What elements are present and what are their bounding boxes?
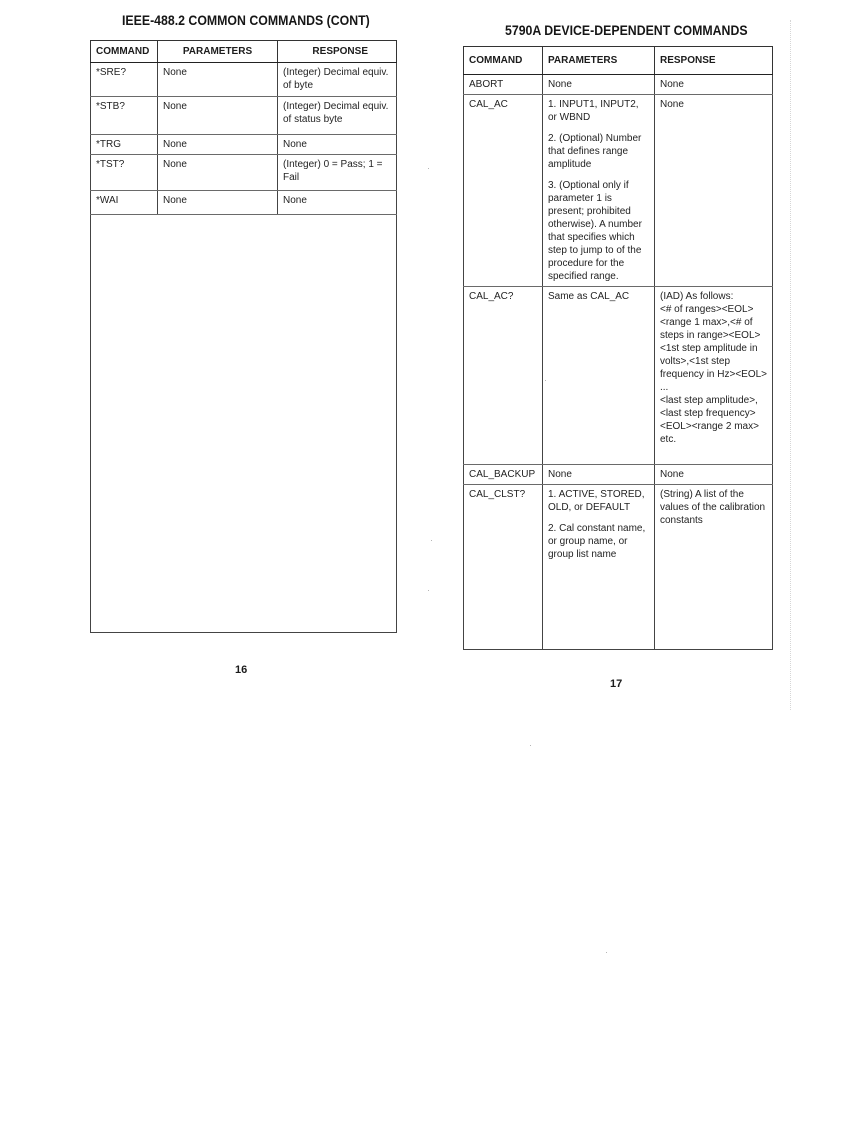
table-row xyxy=(91,135,397,155)
table-row xyxy=(464,485,773,650)
scan-speck xyxy=(428,168,429,169)
command-cell: *WAI xyxy=(91,191,158,215)
scan-speck xyxy=(431,540,432,541)
response-cell: (Integer) 0 = Pass; 1 = Fail xyxy=(278,155,397,191)
empty-table-area xyxy=(91,215,397,633)
command-cell: *STB? xyxy=(91,97,158,135)
table-row xyxy=(91,191,397,215)
column-header-response: RESPONSE xyxy=(278,41,397,63)
left-page-title: IEEE-488.2 COMMON COMMANDS (CONT) xyxy=(122,12,370,28)
response-cell: (Integer) Decimal equiv. of byte xyxy=(278,63,397,97)
response-line: <last step frequency> xyxy=(660,408,756,419)
response-text: None xyxy=(660,469,684,480)
table-header-row xyxy=(464,47,773,75)
scan-speck xyxy=(428,590,429,591)
parameter-text: None xyxy=(548,79,572,90)
left-page-number: 16 xyxy=(235,664,248,676)
parameters-cell: None xyxy=(158,97,278,135)
response-cell xyxy=(655,465,773,485)
response-line: ... xyxy=(660,382,669,393)
parameter-text: 1. ACTIVE, STORED, OLD, or DEFAULT xyxy=(548,489,645,513)
response-line: frequency in Hz><EOL> xyxy=(660,369,768,380)
parameter-text: 3. (Optional only if parameter 1 is present; prohibited otherwise). A number that specifies which step to jump to of the procedure for the specified range. xyxy=(548,180,642,282)
parameters-cell: None xyxy=(158,191,278,215)
command-cell: ABORT xyxy=(464,75,543,95)
table-row xyxy=(91,97,397,135)
parameters-cell: None xyxy=(158,155,278,191)
column-header-parameters: PARAMETERS xyxy=(158,41,278,63)
response-line: <# of ranges><EOL> xyxy=(660,304,754,315)
column-header-command: COMMAND xyxy=(91,41,158,63)
parameters-cell xyxy=(543,95,655,287)
response-cell: (Integer) Decimal equiv. of status byte xyxy=(278,97,397,135)
table-row xyxy=(91,63,397,97)
column-header-parameters: PARAMETERS xyxy=(543,47,655,75)
command-cell: *TST? xyxy=(91,155,158,191)
parameters-cell xyxy=(543,75,655,95)
response-cell xyxy=(655,75,773,95)
command-cell: CAL_CLST? xyxy=(464,485,543,650)
parameters-cell: None xyxy=(158,63,278,97)
response-cell: None xyxy=(278,135,397,155)
response-cell xyxy=(655,287,773,465)
command-cell: *SRE? xyxy=(91,63,158,97)
table-row xyxy=(464,75,773,95)
parameters-cell xyxy=(543,485,655,650)
response-text: None xyxy=(660,99,684,110)
parameter-text: 2. Cal constant name, or group name, or group list name xyxy=(548,523,646,560)
parameter-text: None xyxy=(548,469,572,480)
command-cell: *TRG xyxy=(91,135,158,155)
ieee-common-commands-table xyxy=(90,40,397,633)
scan-speck xyxy=(530,745,531,746)
response-line: <EOL><range 2 max> xyxy=(660,421,759,432)
command-cell: CAL_AC? xyxy=(464,287,543,465)
scan-speck xyxy=(545,380,546,381)
table-header-row xyxy=(91,41,397,63)
scan-edge-artifact xyxy=(790,20,792,710)
response-cell xyxy=(655,485,773,650)
table-row xyxy=(464,95,773,287)
response-line: volts>,<1st step xyxy=(660,356,731,367)
response-line: steps in range><EOL> xyxy=(660,330,761,341)
right-page-number: 17 xyxy=(610,678,623,690)
parameter-text: Same as CAL_AC xyxy=(548,291,630,302)
parameters-cell xyxy=(543,465,655,485)
response-text: (String) A list of the values of the calibration constants xyxy=(660,489,766,526)
table-row xyxy=(464,465,773,485)
scan-speck xyxy=(606,952,607,953)
parameters-cell xyxy=(543,287,655,465)
response-line: <range 1 max>,<# of xyxy=(660,317,753,328)
column-header-response: RESPONSE xyxy=(655,47,773,75)
command-cell: CAL_AC xyxy=(464,95,543,287)
parameter-text: 2. (Optional) Number that defines range amplitude xyxy=(548,133,642,170)
table-row xyxy=(464,287,773,465)
response-line: <1st step amplitude in xyxy=(660,343,758,354)
response-cell xyxy=(655,95,773,287)
device-dependent-commands-table xyxy=(463,46,773,650)
response-line: etc. xyxy=(660,434,677,445)
table-row xyxy=(91,155,397,191)
right-page-title: 5790A DEVICE-DEPENDENT COMMANDS xyxy=(505,22,748,38)
command-cell: CAL_BACKUP xyxy=(464,465,543,485)
response-line: <last step amplitude>, xyxy=(660,395,758,406)
response-line: (IAD) As follows: xyxy=(660,291,734,302)
column-header-command: COMMAND xyxy=(464,47,543,75)
response-cell: None xyxy=(278,191,397,215)
parameters-cell: None xyxy=(158,135,278,155)
response-text: None xyxy=(660,79,684,90)
parameter-text: 1. INPUT1, INPUT2, or WBND xyxy=(548,99,639,123)
